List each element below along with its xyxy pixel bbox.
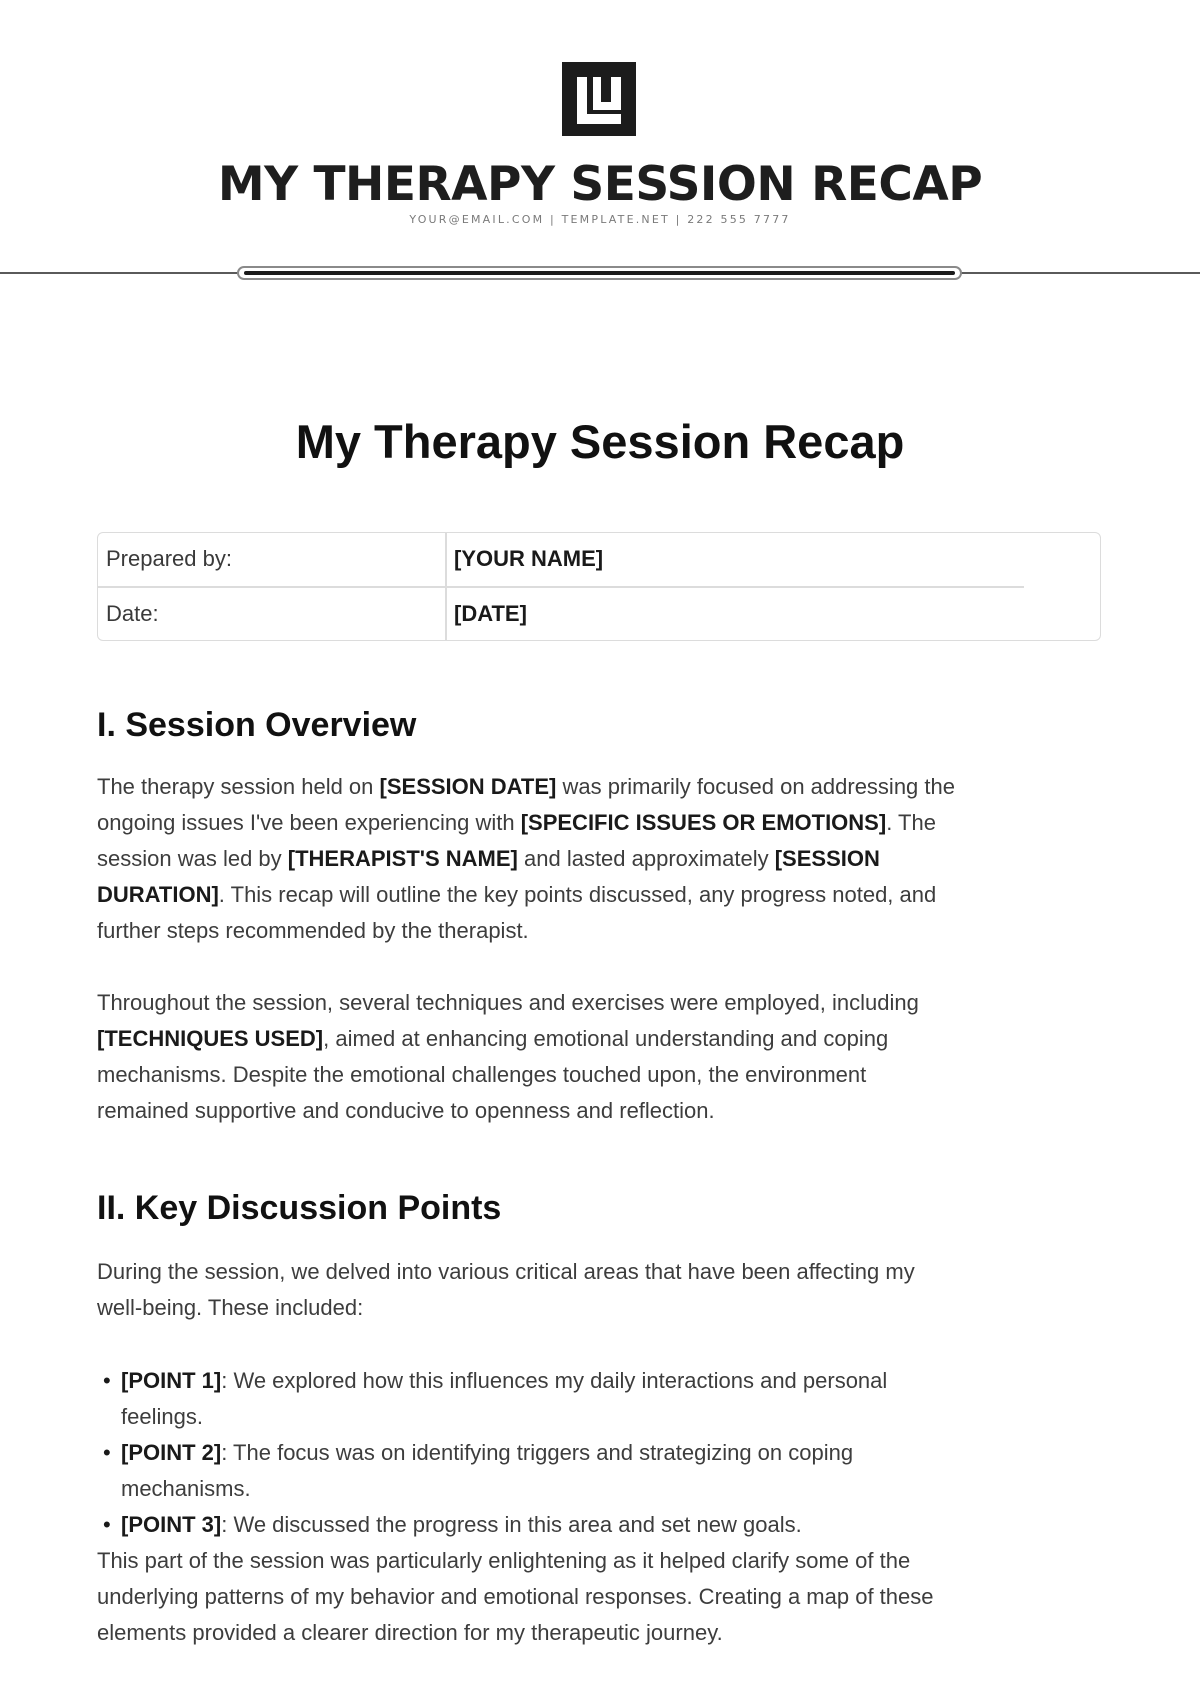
point-label: [POINT 2] <box>121 1440 222 1465</box>
prepared-by-label: Prepared by: <box>106 546 232 571</box>
text-line: Throughout the session, several techniques and exercises were employed, including <box>97 990 919 1015</box>
key-discussion-intro <box>97 1254 1107 1326</box>
text-line: DURATION]. This recap will outline the key points discussed, any progress noted, and <box>97 882 937 907</box>
text-line: session was led by [THERAPIST'S NAME] and lasted approximately [SESSION <box>97 846 880 871</box>
placeholder-techniques-used: [TECHNIQUES USED] <box>97 1026 324 1051</box>
date-value: [DATE] <box>454 601 527 626</box>
bullet-icon: • <box>103 1512 111 1537</box>
text-line: The therapy session held on [SESSION DATE] was primarily focused on addressing the <box>97 774 955 799</box>
text-line: well-being. These included: <box>97 1295 364 1320</box>
list-item-point-1: • [POINT 1]: We explored how this influences my daily interactions and personal feelings. <box>97 1363 1107 1435</box>
bullet-icon: • <box>103 1440 111 1465</box>
point-label: [POINT 3] <box>121 1512 222 1537</box>
text-line: further steps recommended by the therapist. <box>97 918 529 943</box>
list-item-point-2: • [POINT 2]: The focus was on identifying triggers and strategizing on coping mechanisms. <box>97 1435 1107 1507</box>
text-line: This part of the session was particularly enlightening as it helped clarify some of the <box>97 1548 911 1573</box>
brand-logo <box>562 62 636 136</box>
session-overview-paragraph-2 <box>97 985 1107 1129</box>
bullet-icon: • <box>103 1368 111 1393</box>
info-table <box>97 532 1101 641</box>
placeholder-therapist-name: [THERAPIST'S NAME] <box>287 846 518 871</box>
header-divider-bar <box>244 271 955 275</box>
prepared-by-value: [YOUR NAME] <box>454 546 604 571</box>
placeholder-specific-issues: [SPECIFIC ISSUES OR EMOTIONS] <box>520 810 887 835</box>
section-heading-key-discussion-points: II. Key Discussion Points <box>97 1189 502 1227</box>
brand-title: MY THERAPY SESSION RECAP <box>217 157 983 212</box>
session-overview-paragraph-1 <box>97 769 1107 949</box>
placeholder-session-duration-cont: DURATION] <box>97 882 219 907</box>
header-divider-capsule <box>237 266 962 280</box>
section-heading-session-overview: I. Session Overview <box>97 706 417 744</box>
text-line: underlying patterns of my behavior and emotional responses. Creating a map of these <box>97 1584 934 1609</box>
date-label: Date: <box>106 601 159 626</box>
text-line: [TECHNIQUES USED], aimed at enhancing emotional understanding and coping <box>97 1026 889 1051</box>
table-row-divider <box>98 586 1024 588</box>
template-net-logo-icon <box>562 62 636 136</box>
key-points-list <box>97 1363 1107 1543</box>
contact-line: YOUR@EMAIL.COM | TEMPLATE.NET | 222 555 7777 <box>409 213 791 226</box>
point-label: [POINT 1] <box>121 1368 222 1393</box>
text-line: mechanisms. Despite the emotional challenges touched upon, the environment <box>97 1062 867 1087</box>
text-line: ongoing issues I've been experiencing with [SPECIFIC ISSUES OR EMOTIONS]. The <box>97 810 936 835</box>
placeholder-session-date: [SESSION DATE] <box>379 774 557 799</box>
key-discussion-closing <box>97 1543 1107 1651</box>
list-item-point-3: • [POINT 3]: We discussed the progress in this area and set new goals. <box>97 1507 1107 1543</box>
text-line: elements provided a clearer direction for my therapeutic journey. <box>97 1620 723 1645</box>
placeholder-session-duration: [SESSION <box>774 846 880 871</box>
document-title: My Therapy Session Recap <box>295 415 905 468</box>
text-line: During the session, we delved into various critical areas that have been affecting my <box>97 1259 915 1284</box>
text-line: remained supportive and conducive to openness and reflection. <box>97 1098 715 1123</box>
